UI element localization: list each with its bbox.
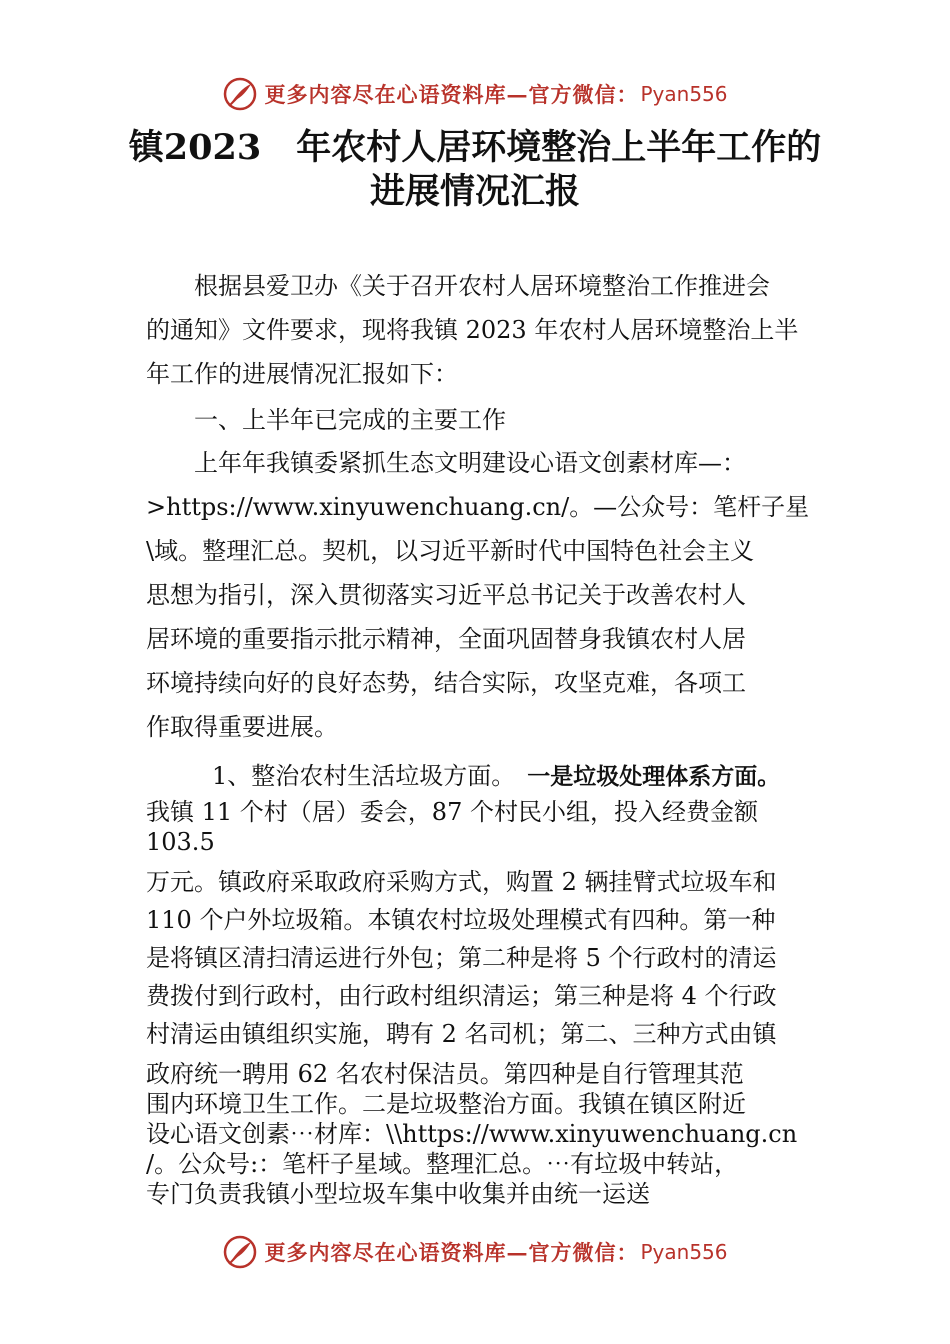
intro-line: 年工作的进展情况汇报如下： <box>146 360 458 388</box>
section-heading <box>146 398 811 442</box>
banner-wechat-id: Pyan556 <box>640 1240 728 1264</box>
paragraph-line: 围内环境卫生工作。二是垃圾整治方面。我镇在镇区附近 <box>146 1090 746 1118</box>
paragraph-lead-line <box>146 756 811 797</box>
paragraph-line: 103.5 <box>146 828 215 856</box>
intro-paragraph <box>146 264 811 396</box>
paragraph-lead: 1、整治农村生活垃圾方面。 <box>212 762 516 790</box>
paragraph-line: 环境持续向好的良好态势，结合实际，攻坚克难，各项工 <box>146 669 746 697</box>
paragraph-line: >https://www.xinyuwenchuang.cn/。—公众号：笔杆子星 <box>146 493 810 521</box>
paragraph-line: 上年年我镇委紧抓生态文明建设心语文创素材库—： <box>194 449 746 477</box>
banner-wechat-id: Pyan556 <box>640 82 728 106</box>
paragraph-line: 是将镇区清扫清运进行外包；第二种是将 5 个行政村的清运 <box>146 944 777 972</box>
paragraph-line: 专门负责我镇小型垃圾车集中收集并由统一运送 <box>146 1180 650 1208</box>
paragraph-line: 思想为指引，深入贯彻落实习近平总书记关于改善农村人 <box>146 581 746 609</box>
footer-banner <box>0 1232 950 1272</box>
intro-line: 根据县爱卫办《关于召开农村人居环境整治工作推进会 <box>194 272 770 300</box>
paragraph-line: \域。整理汇总。契机，以习近平新时代中国特色社会主义 <box>146 537 755 565</box>
header-banner <box>0 74 950 114</box>
paragraph-line: 万元。镇政府采取政府采购方式，购置 2 辆挂臂式垃圾车和 <box>146 868 777 896</box>
banner-text: 更多内容尽在心语资料库—官方微信： <box>264 82 639 107</box>
paragraph-line: /。公众号:：笔杆子星域。整理汇总。⋯有垃圾中转站， <box>146 1150 739 1178</box>
document-title-line-1: 镇2023 年农村人居环境整治上半年工作的 <box>128 127 822 168</box>
intro-line: 的通知》文件要求，现将我镇 2023 年农村人居环境整治上半 <box>146 316 799 344</box>
paragraph-line: 设心语文创素⋯材库：\\https://www.xinyuwenchuang.cn <box>146 1120 798 1148</box>
paragraph-line: 我镇 11 个村（居）委会，87 个村民小组，投入经费金额 <box>146 798 758 826</box>
paragraph-line: 110 个户外垃圾箱。本镇农村垃圾处理模式有四种。第一种 <box>146 906 776 934</box>
banner-text: 更多内容尽在心语资料库—官方微信： <box>264 1240 639 1265</box>
work-summary-paragraph <box>146 441 811 749</box>
paragraph-lead-strong: 一是垃圾处理体系方面。 <box>527 764 781 790</box>
garbage-treatment-paragraph <box>146 756 811 1209</box>
feather-circle-logo-icon <box>222 1234 258 1270</box>
paragraph-line: 作取得重要进展。 <box>146 713 338 741</box>
section-heading-text: 一、上半年已完成的主要工作 <box>194 406 506 434</box>
document-title-line-2: 进展情况汇报 <box>369 171 580 212</box>
paragraph-line: 居环境的重要指示批示精神，全面巩固替身我镇农村人居 <box>146 625 746 653</box>
paragraph-line: 政府统一聘用 62 名农村保洁员。第四种是自行管理其范 <box>146 1060 744 1088</box>
paragraph-line: 费拨付到行政村，由行政村组织清运；第三种是将 4 个行政 <box>146 982 777 1010</box>
paragraph-line: 村清运由镇组织实施，聘有 2 名司机；第二、三种方式由镇 <box>146 1020 777 1048</box>
feather-circle-logo-icon <box>222 76 258 112</box>
